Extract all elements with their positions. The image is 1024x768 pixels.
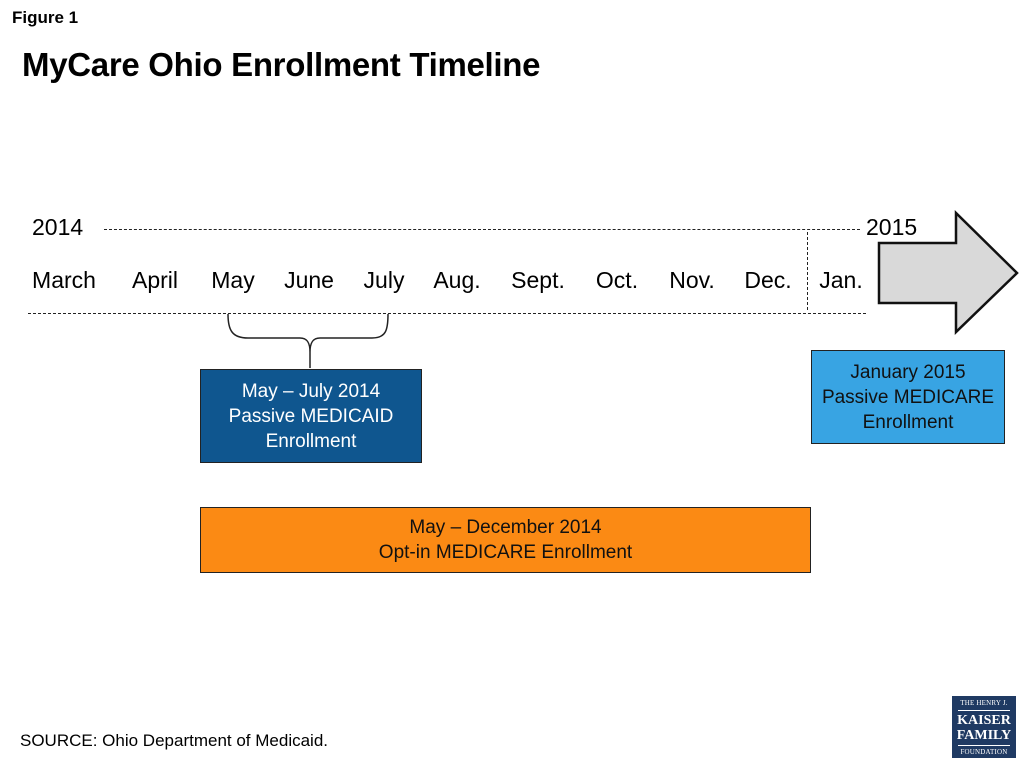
month-label-july: July bbox=[363, 267, 405, 293]
passive-medicare-enrollment-box bbox=[811, 350, 1005, 444]
month-label-nov: Nov. bbox=[669, 267, 715, 293]
month-label-dec: Dec. bbox=[744, 267, 792, 293]
month-label-jan: Jan. bbox=[819, 267, 863, 293]
month-label-june: June bbox=[284, 267, 334, 293]
logo-rule bbox=[958, 745, 1010, 746]
box-line: Passive MEDICAID bbox=[228, 405, 394, 427]
timeline-bottom-dashed-line bbox=[28, 313, 866, 314]
box-line: January 2015 bbox=[850, 361, 966, 383]
source-note: SOURCE: Ohio Department of Medicaid. bbox=[20, 731, 329, 750]
year-end-label: 2015 bbox=[866, 214, 918, 240]
month-label-sept: Sept. bbox=[511, 267, 565, 293]
optin-medicare-enrollment-box bbox=[200, 507, 811, 573]
kaiser-family-foundation-logo bbox=[952, 696, 1016, 758]
year-start-label: 2014 bbox=[32, 214, 84, 240]
box-line: Passive MEDICARE bbox=[821, 386, 995, 408]
box-line: May – July 2014 bbox=[241, 380, 381, 402]
month-label-march: March bbox=[32, 267, 96, 293]
box-line: Opt-in MEDICARE Enrollment bbox=[378, 542, 633, 563]
page-title: MyCare Ohio Enrollment Timeline bbox=[22, 46, 541, 83]
right-arrow-icon bbox=[876, 210, 1022, 336]
logo-line: FAMILY bbox=[956, 728, 1012, 743]
month-label-aug: Aug. bbox=[433, 267, 481, 293]
month-label-may: May bbox=[211, 267, 255, 293]
box-line: Enrollment bbox=[862, 411, 954, 433]
figure-label: Figure 1 bbox=[12, 8, 79, 27]
logo-line: KAISER bbox=[957, 713, 1011, 728]
passive-medicaid-enrollment-box bbox=[200, 369, 422, 463]
month-label-april: April bbox=[131, 267, 179, 293]
timeline-top-dashed-line bbox=[104, 229, 860, 230]
logo-line: FOUNDATION bbox=[960, 748, 1008, 756]
year-divider-dashed-line bbox=[807, 232, 808, 310]
logo-line: THE HENRY J. bbox=[960, 699, 1008, 707]
logo-rule bbox=[958, 710, 1010, 711]
box-line: Enrollment bbox=[265, 430, 357, 452]
curly-brace-icon bbox=[222, 312, 394, 372]
box-line: May – December 2014 bbox=[409, 517, 602, 538]
month-label-oct: Oct. bbox=[595, 267, 639, 293]
